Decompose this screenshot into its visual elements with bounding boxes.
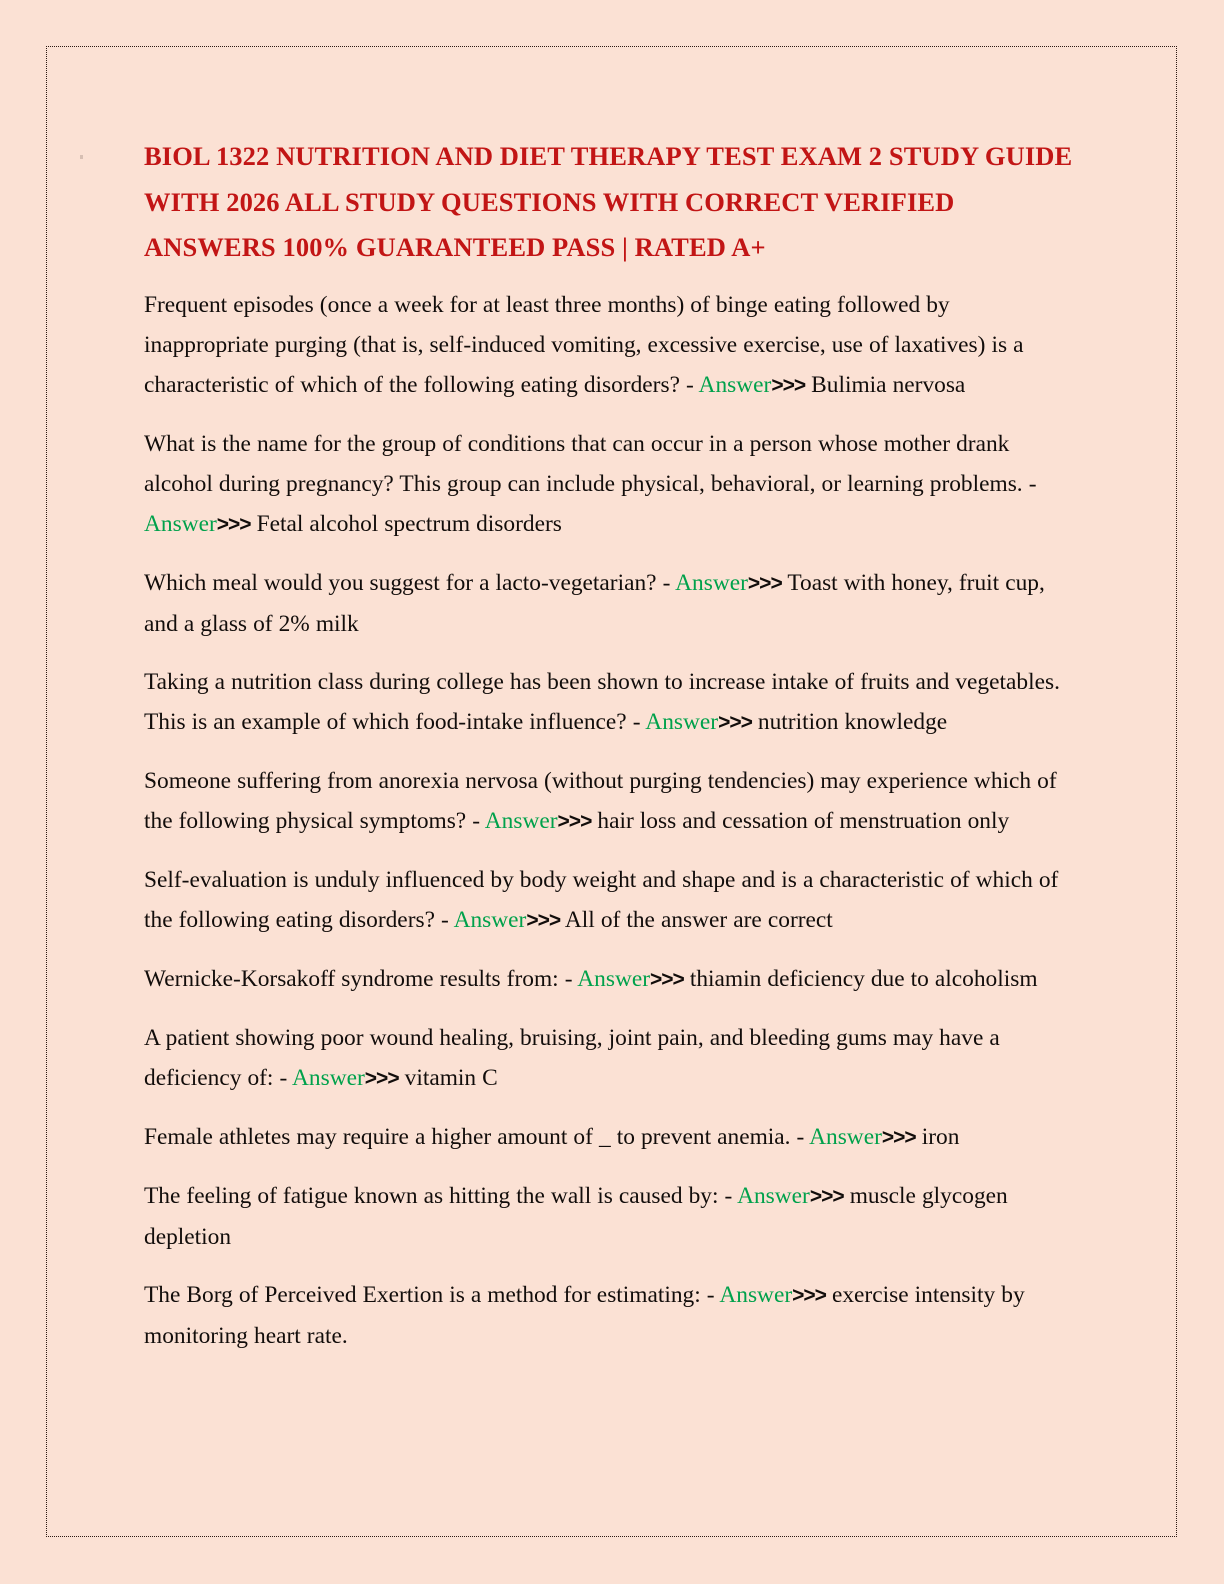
- qa-answer-text: thiamin deficiency due to alcoholism: [683, 965, 1038, 992]
- qa-answer-text: Fetal alcohol spectrum disorders: [250, 510, 562, 537]
- qa-question-text: Female athletes may require a higher amount of _ to prevent anemia. -: [144, 1123, 810, 1150]
- qa-question-text: What is the name for the group of conditions that can occur in a person whose mother drank alcohol during pregnancy? This group can include physical, behavioral, or learning problems. -: [144, 430, 1037, 497]
- answer-label: Answer: [292, 1064, 365, 1091]
- qa-answer-text: vitamin C: [398, 1064, 498, 1091]
- answer-label: Answer: [645, 708, 719, 735]
- qa-item: [144, 1176, 1074, 1257]
- answer-separator-arrows: >>>: [364, 1066, 399, 1090]
- answer-separator-arrows: >>>: [809, 1184, 844, 1208]
- qa-list: [144, 285, 1074, 1356]
- answer-label: Answer: [144, 510, 217, 537]
- answer-label: Answer: [484, 807, 558, 834]
- answer-label: Answer: [737, 1182, 810, 1209]
- qa-answer-text: iron: [915, 1123, 960, 1150]
- qa-answer-text: hair loss and cessation of menstruation only: [591, 807, 1010, 834]
- qa-item: [144, 761, 1074, 842]
- answer-label: Answer: [577, 965, 651, 992]
- qa-question-text: Frequent episodes (once a week for at least three months) of binge eating followed by inappropriate purging (that is, self-induced vomiting, excessive exercise, use of laxatives) is a characteristic of which of the following eating disorders? -: [144, 291, 1024, 398]
- answer-separator-arrows: >>>: [747, 571, 782, 595]
- answer-separator-arrows: >>>: [881, 1125, 916, 1149]
- qa-question-text: The Borg of Perceived Exertion is a method for estimating: -: [144, 1281, 720, 1308]
- qa-item: [144, 1117, 1074, 1158]
- answer-separator-arrows: >>>: [771, 373, 806, 397]
- qa-question-text: The feeling of fatigue known as hitting the wall is caused by: -: [144, 1182, 738, 1209]
- qa-item: [144, 860, 1074, 941]
- answer-label: Answer: [675, 569, 748, 596]
- qa-item: [144, 1018, 1074, 1099]
- qa-answer-text: All of the answer are correct: [560, 906, 833, 933]
- answer-label: Answer: [453, 906, 527, 933]
- page-title: BIOL 1322 NUTRITION AND DIET THERAPY TEST EXAM 2 STUDY GUIDE WITH 2026 ALL STUDY QUESTIONS WITH CORRECT VERIFIED ANSWERS 100% GUARANTEED PASS | RATED A+: [144, 141, 1073, 262]
- answer-separator-arrows: >>>: [718, 710, 752, 734]
- qa-item: [144, 424, 1074, 545]
- answer-label: Answer: [719, 1281, 793, 1308]
- qa-item: [144, 662, 1074, 743]
- answer-separator-arrows: >>>: [557, 809, 592, 833]
- qa-question-text: Wernicke-Korsakoff syndrome results from: -: [144, 965, 578, 992]
- qa-item: [144, 959, 1074, 1000]
- qa-item: [144, 563, 1074, 644]
- scan-speck-artifact: [80, 155, 83, 159]
- answer-separator-arrows: >>>: [792, 1283, 826, 1307]
- answer-label: Answer: [809, 1123, 882, 1150]
- answer-label: Answer: [698, 371, 772, 398]
- qa-item: [144, 1275, 1074, 1356]
- qa-question-text: Someone suffering from anorexia nervosa (without purging tendencies) may experience which of the following physical symptoms? -: [144, 767, 1057, 834]
- answer-separator-arrows: >>>: [216, 512, 251, 536]
- qa-answer-text: nutrition knowledge: [751, 708, 948, 735]
- document-content: [144, 134, 1074, 1356]
- qa-answer-text: Bulimia nervosa: [805, 371, 966, 398]
- qa-question-text: Self-evaluation is unduly influenced by body weight and shape and is a characteristic of which of the following eating disorders? -: [144, 866, 1059, 933]
- qa-answer-text: Toast with honey, fruit cup, and a glass of 2% milk: [144, 569, 1045, 637]
- qa-answer-text: muscle glycogen depletion: [144, 1182, 1008, 1250]
- qa-answer-text: exercise intensity by monitoring heart rate.: [144, 1281, 1025, 1349]
- answer-separator-arrows: >>>: [526, 908, 561, 932]
- qa-question-text: Which meal would you suggest for a lacto-vegetarian? -: [144, 569, 676, 596]
- qa-item: [144, 285, 1074, 406]
- answer-separator-arrows: >>>: [650, 967, 684, 991]
- qa-question-text: A patient showing poor wound healing, bruising, joint pain, and bleeding gums may have a deficiency of: -: [144, 1024, 1000, 1091]
- qa-question-text: Taking a nutrition class during college has been shown to increase intake of fruits and vegetables. This is an example of which food-intake influence? -: [144, 668, 1060, 735]
